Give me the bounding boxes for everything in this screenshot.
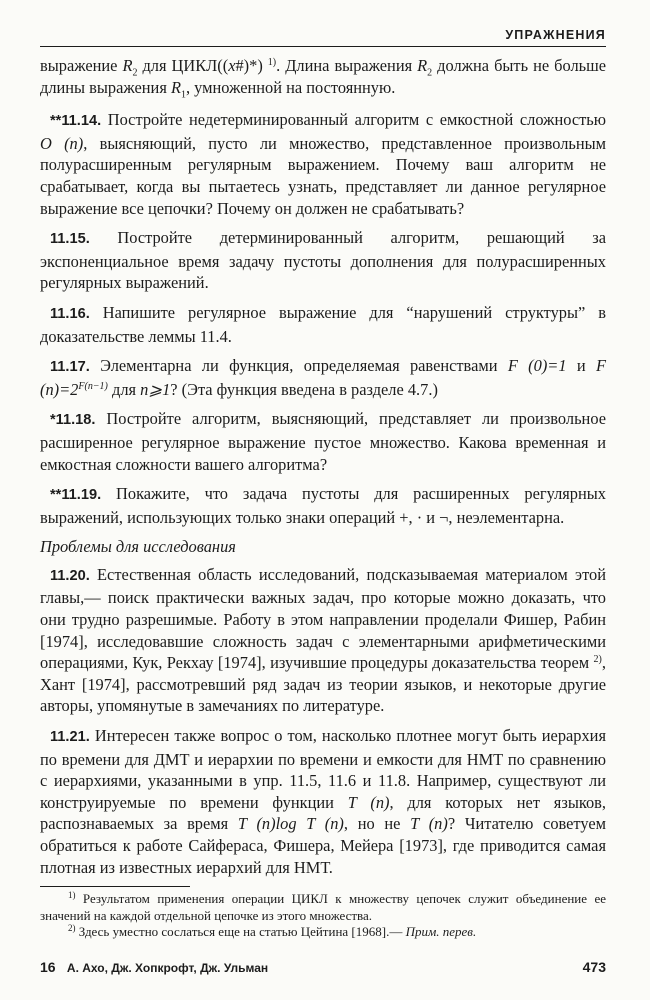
page-footer [40,959,606,975]
section-title: Проблемы для исследования [40,537,236,557]
subscript: 2 [427,67,433,79]
text-run: , но не [343,814,411,834]
exercise-11-15 [40,227,606,294]
text-run: , Хант [1974], рассмотревший ряд задач из теории языков, и некоторые другие авторы, упомянутые в замечаниях по литературе. [40,653,606,716]
text-run: Напишите регулярное выражение для “нарушений структуры” в доказательстве леммы 11.4. [40,302,606,346]
footer-left [40,959,268,975]
footnote-text: Результатом применения операции ЦИКЛ к множеству цепочек служит объединение ее значений на каждой отдельной цепочке из этого множества. [40,891,606,923]
page-number: 473 [582,958,606,975]
exercise-11-16 [40,302,606,347]
exercise-number: 11.21. [50,729,90,746]
math-x: x [228,56,236,75]
exercise-11-21 [40,725,606,878]
footnotes [40,891,606,941]
subscript: 2 [132,67,138,79]
exercise-11-17 [40,355,606,400]
math-tn: T (n) [410,814,448,834]
exercise-number: **11.14. [50,113,102,130]
math-condition: n⩾1 [140,379,171,399]
math-r1: R [170,77,181,97]
math-big-o: O (n) [40,133,84,153]
footnote-2 [40,924,606,941]
text-run: должна быть не больше длины выражения [40,56,606,97]
page [40,24,606,975]
footnote-mark: 2) [68,923,76,934]
text-run: ? (Эта функция введена в разделе 4.7.) [170,379,438,399]
text-run: для [107,379,141,399]
exercise-number: 11.20. [50,567,90,584]
signature-mark: 16 [40,958,56,975]
math-f0: F (0)=1 [507,356,567,376]
body-text [40,55,606,878]
exercise-number: 11.15. [50,231,90,248]
text-run: . Длина выражения [276,56,418,75]
text-run: , умноженной на постоянную. [185,77,396,97]
math-fn: F (n)=2 [40,356,606,399]
text-run: для ЦИКЛ(( [137,56,229,75]
footnote-rule [40,886,190,887]
footnote-1 [40,891,606,924]
exercise-11-20 [40,564,606,717]
text-run: Постройте детерминированный алгоритм, решающий за экспоненциальное время задачу пустоты дополнения для полурасширенных регулярных выражений. [40,228,606,293]
exercise-number: *11.18. [50,412,96,429]
text-run: Покажите, что задача пустоты для расширенных регулярных выражений, использующих только знаки операций +, · и ¬, неэлементарна. [40,484,606,527]
exercise-11-19 [40,483,606,528]
footnote-ref-1: 1) [267,57,277,68]
footnote-mark: 1) [68,890,76,901]
text-run: Интересен также вопрос о том, насколько плотнее могут быть иерархия по времени для ДМТ и иерархии по времени и емкости для НМТ по сравнению с иерархиями, указанными в упр. 11.5, 11.6 и 11.8. Например, существуют ли конструируемые по времени функции [40,726,606,812]
exercise-11-18 [40,408,606,475]
text-run: ? Читателю советуем обратиться к работе Сайфераса, Фишера, Мейера [1973], где приводится самая плотная из известных иерархий для НМТ. [40,814,607,877]
running-head: УПРАЖНЕНИЯ [40,24,606,47]
exercise-11-14 [40,109,606,219]
math-exponent: F(n−1) [78,380,108,392]
math-tn: T (n) [347,792,390,812]
authors: А. Ахо, Дж. Хопкрофт, Дж. Ульман [66,960,269,975]
footnote-ref-2: 2) [593,654,602,666]
text-run: #)*) [235,56,268,75]
math-r2: R [122,56,133,75]
text-run: , для которых нет языков, распознаваемых за время [40,792,606,834]
exercise-number: **11.19. [50,487,102,504]
math-tnlog: T (n)log T (n) [237,814,344,834]
text-run: и [566,356,596,376]
text-run: , выясняющий, пусто ли множество, представленное произвольным полурасширенным регулярным выражением. Почему ваш алгоритм не срабатывает, когда вы пытаетесь узнать, представляет ли данное регулярное выражение все цепочки? Почему он должен не срабатывать? [40,133,606,218]
translator-note: Прим. перев. [405,924,477,940]
text-run: Постройте недетерминированный алгоритм с емкостной сложностью [101,110,606,130]
footnote-text: Здесь уместно сослаться еще на статью Цейтина [1968].— [75,924,406,940]
continuation-paragraph [40,55,606,98]
subscript: 1 [180,88,186,100]
text-run: выражение [40,56,123,75]
exercise-number: 11.17. [50,359,90,376]
text-run: Постройте алгоритм, выясняющий, представляет ли произвольное расширенное регулярное выражение пустое множество. Какова временная и емкостная сложности вашего алгоритма? [40,409,606,474]
math-r2: R [417,56,428,75]
text-run: Элементарна ли функция, определяемая равенствами [89,356,508,376]
exercise-number: 11.16. [50,305,90,322]
text-run: Естественная область исследований, подсказываемая материалом этой главы,— поиск практически важных задач, про которые можно доказать, что они трудно разрешимые. Работу в этом направлении проделали Фишер, Рабин [1974], исследовавшие сложность задач с элементарными арифметическими операциями, Кук, Рекхау [1974], изучившие процедуры доказательства теорем [40,564,606,673]
